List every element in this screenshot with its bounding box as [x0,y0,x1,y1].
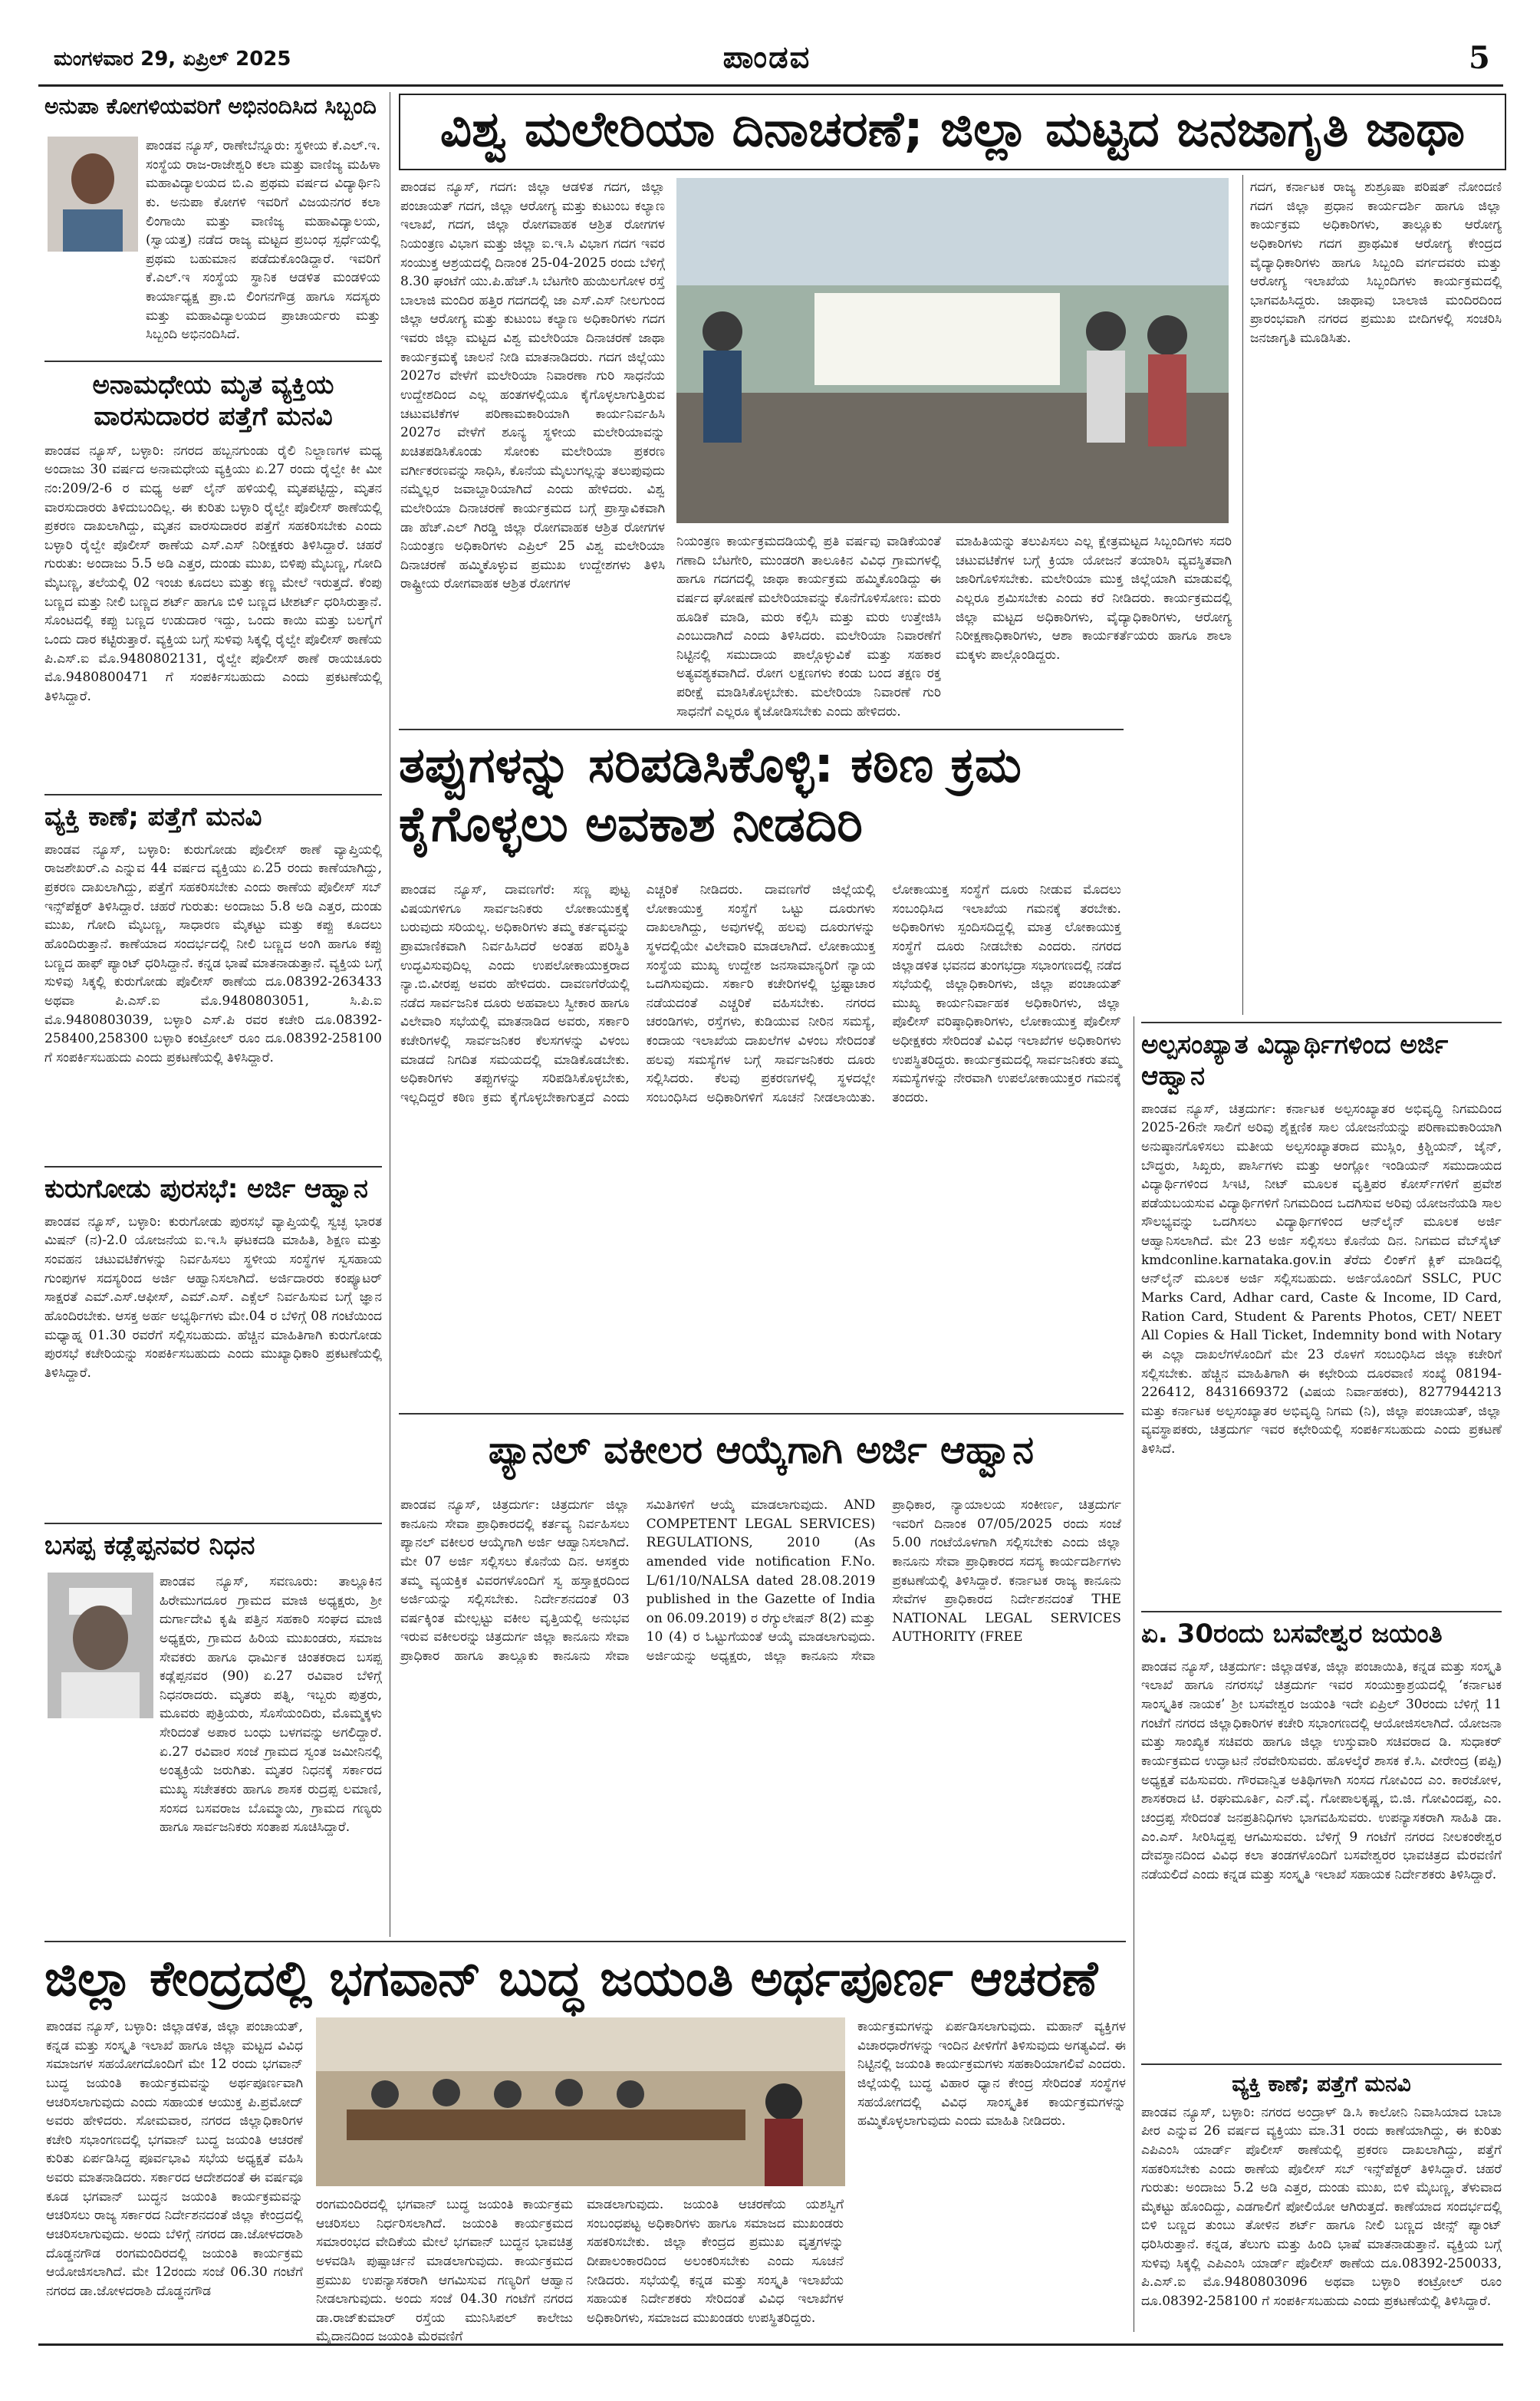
vyakti-kaane-1-headline: ವ್ಯಕ್ತಿ ಕಾಣೆ; ಪತ್ತೆಗೆ ಮನವಿ [44,802,262,832]
vyakti-kaane-2-article [1141,2063,1502,2333]
malaria-headline-box [399,94,1506,170]
issue-date: ಮಂಗಳವಾರ 29, ಏಪ್ರಿಲ್ 2025 [54,48,291,71]
panel-headline: ಪ್ಯಾನಲ್ ವಕೀಲರ ಆಯ್ಕೆಗಾಗಿ ಅರ್ಜಿ ಆಹ್ವಾನ [488,1428,1035,1472]
basappa-headline-box [44,1523,382,1570]
basappa-headline: ಬಸಪ್ಪ ಕಡ್ಲೆಪ್ಪನವರ ನಿಧನ [44,1530,255,1561]
vyakti-kaane-2-body: ಪಾಂಡವ ನ್ಯೂಸ್, ಬಳ್ಳಾರಿ: ನಗರದ ಅಂದ್ರಾಳ್ ಡಿ.ಸಿ ಕಾಲೋನಿ ನಿವಾಸಿಯಾದ ಬಾಬಾ ಪೀರ ಎನ್ನುವ 26 ವರ್ಷದ ವ್ಯಕ್ತಿಯು ಮಾ.31 ರಂದು ಕಾಣೆಯಾಗಿದ್ದು, ಈ ಕುರಿತು ಎಪಿಎಂಸಿ ಯಾರ್ಡ್ ಪೊಲೀಸ್ ಠಾಣೆಯಲ್ಲಿ ಪ್ರಕರಣ ದಾಖಲಾಗಿದ್ದು, ಪತ್ತೆಗೆ ಸಹಕರಿಸಬೇಕು ಎಂದು ಠಾಣೆಯ ಪೊಲೀಸ್ ಸಬ್ ಇನ್ಸ್‌ಪೆಕ್ಟರ್ ತಿಳಿಸಿದ್ದಾರೆ. ಚಹರೆ ಗುರುತು: ಅಂದಾಜು 5.2 ಅಡಿ ಎತ್ತರ, ದುಂಡು ಮುಖ, ಬಿಳಿ ಮೈಬಣ್ಣ, ತೆಳುವಾದ ಮೈಕಟ್ಟು ಹೊಂದಿದ್ದು, ಎಡಗಾಲಿಗೆ ಪೋಲಿಯೋ ಆಗಿರುತ್ತದೆ. ಕಾಣೆಯಾದ ಸಂದರ್ಭದಲ್ಲಿ ಬಿಳಿ ಬಣ್ಣದ ತುಂಬು ತೋಳಿನ ಶರ್ಟ್ ಹಾಗೂ ನೀಲಿ ಬಣ್ಣದ ಜೀನ್ಸ್ ಪ್ಯಾಂಟ್ ಧರಿಸಿರುತ್ತಾನೆ. ಕನ್ನಡ, ತೆಲುಗು ಮತ್ತು ಹಿಂದಿ ಭಾಷೆ ಮಾತನಾಡುತ್ತಾನೆ. ವ್ಯಕ್ತಿಯ ಬಗ್ಗೆ ಸುಳಿವು ಸಿಕ್ಕಲ್ಲಿ ಎಪಿಎಂಸಿ ಯಾರ್ಡ್ ಪೊಲೀಸ್ ಠಾಣೆಯ ದೂ.08392-250033, ಪಿ.ಎಸ್.ಐ ಮೊ.9480803096 ಅಥವಾ ಬಳ್ಳಾರಿ ಕಂಟ್ರೋಲ್ ರೂಂ ದೂ.08392-258100 ಗೆ ಸಂಪರ್ಕಿಸಬಹುದು ಎಂದು ಪ್ರಕಟಣೆಯಲ್ಲಿ ತಿಳಿಸಿದ್ದಾರೆ. [1141,2104,1502,2309]
kurugodu-body: ಪಾಂಡವ ನ್ಯೂಸ್, ಬಳ್ಳಾರಿ: ಕುರುಗೋಡು ಪುರಸಭೆ ವ್ಯಾಪ್ತಿಯಲ್ಲಿ ಸ್ವಚ್ಛ ಭಾರತ ಮಿಷನ್ (ನ)-2.0 ಯೋಜನೆಯ ಐ.ಇ.ಸಿ ಘಟಕದಡಿ ಮಾಹಿತಿ, ಶಿಕ್ಷಣ ಮತ್ತು ಸಂವಹನ ಚಟುವಟಿಕೆಗಳನ್ನು ನಿರ್ವಹಿಸಲು ಸ್ಥಳೀಯ ಸಂಸ್ಥೆಗಳ ಸ್ವಸಹಾಯ ಗುಂಪುಗಳ ಸದಸ್ಯರಿಂದ ಅರ್ಜಿ ಆಹ್ವಾನಿಸಲಾಗಿದೆ. ಅರ್ಜಿದಾರರು ಕಂಪ್ಯೂಟರ್ ಸಾಕ್ಷರತೆ ಎಮ್.ಎಸ್.ಆಫೀಸ್, ಎಮ್.ಎಸ್. ಎಕ್ಸೆಲ್ ನಿರ್ವಹಿಸುವ ಬಗ್ಗೆ ಜ್ಞಾನ ಹೊಂದಿರಬೇಕು. ಆಸಕ್ತ ಅರ್ಹ ಅಭ್ಯರ್ಥಿಗಳು ಮೇ.04 ರ ಬೆಳಿಗ್ಗೆ 08 ಗಂಟೆಯಿಂದ ಮಧ್ಯಾಹ್ನ 01.30 ರವರೆಗೆ ಸಲ್ಲಿಸಬಹುದು. ಹೆಚ್ಚಿನ ಮಾಹಿತಿಗಾಗಿ ಕುರುಗೋಡು ಪುರಸಭೆ ಕಚೇರಿಯನ್ನು ಸಂಪರ್ಕಿಸಬಹುದು ಎಂದು ಮುಖ್ಯಾಧಿಕಾರಿ ಪ್ರಕಟಣೆಯಲ್ಲಿ ತಿಳಿಸಿದ್ದಾರೆ. [44,1214,382,1381]
footer-rule [38,2343,1503,2346]
vyakti-kaane-1-body: ಪಾಂಡವ ನ್ಯೂಸ್, ಬಳ್ಳಾರಿ: ಕುರುಗೋಡು ಪೊಲೀಸ್ ಠಾಣೆ ವ್ಯಾಪ್ತಿಯಲ್ಲಿ ರಾಜಶೇಖರ್.ಎ ಎನ್ನುವ 44 ವರ್ಷದ ವ್ಯಕ್ತಿಯು ಏ.25 ರಂದು ಕಾಣೆಯಾಗಿದ್ದು, ಪ್ರಕರಣ ದಾಖಲಾಗಿದ್ದು, ಪತ್ತೆಗೆ ಸಹಕರಿಸಬೇಕು ಎಂದು ಠಾಣೆಯ ಪೊಲೀಸ್ ಸಬ್ ಇನ್ಸ್‌ಪೆಕ್ಟರ್ ತಿಳಿಸಿದ್ದಾರೆ. ಚಹರೆ ಗುರುತು: ಅಂದಾಜು 5.8 ಅಡಿ ಎತ್ತರ, ದುಂಡು ಮುಖ, ಗೋದಿ ಮೈಬಣ್ಣ, ಸಾಧಾರಣ ಮೈಕಟ್ಟು ಮತ್ತು ಕಪ್ಪು ಕೂದಲು ಹೊಂದಿರುತ್ತಾನೆ. ಕಾಣೆಯಾದ ಸಂದರ್ಭದಲ್ಲಿ ನೀಲಿ ಬಣ್ಣದ ಅಂಗಿ ಹಾಗೂ ಕಪ್ಪು ಬಣ್ಣದ ಹಾಫ್ ಪ್ಯಾಂಟ್ ಧರಿಸಿದ್ದಾನೆ. ಕನ್ನಡ ಭಾಷೆ ಮಾತನಾಡುತ್ತಾನೆ. ವ್ಯಕ್ತಿಯ ಬಗ್ಗೆ ಸುಳಿವು ಸಿಕ್ಕಲ್ಲಿ ಕುರುಗೋಡು ಪೊಲೀಸ್ ಠಾಣೆಯ ದೂ.08392-263433 ಅಥವಾ ಪಿ.ಎಸ್.ಐ ಮೊ.9480803051, ಸಿ.ಪಿ.ಐ ಮೊ.9480803039, ಬಳ್ಳಾರಿ ಎಸ್.ಪಿ ರವರ ಕಚೇರಿ ದೂ.08392-258400,258300 ಬಳ್ಳಾರಿ ಕಂಟ್ರೋಲ್ ರೂಂ ದೂ.08392-258100 ಗೆ ಸಂಪರ್ಕಿಸಬಹುದು ಎಂದು ಪ್ರಕಟಣೆಯಲ್ಲಿ ತಿಳಿಸಿದ್ದಾರೆ. [44,842,382,1065]
anupama-photo [48,137,138,252]
anupama-headline: ಅನುಪಾ ಕೋಗಳಿಯವರಿಗೆ ಅಭಿನಂದಿಸಿದ ಸಿಬ್ಬಂದಿ [44,94,377,119]
buddha-body-right: ಮಾಡಲಾಗುವುದು. ಜಯಂತಿ ಆಚರಣೆಯ ಯಶಸ್ವಿಗೆ ಸಂಬಂಧಪಟ್ಟ ಅಧಿಕಾರಿಗಳು ಹಾಗೂ ಸಮಾಜದ ಮುಖಂಡರು ಸಹಕರಿಸಬೇಕು. ಜಿಲ್ಲಾ ಕೇಂದ್ರದ ಪ್ರಮುಖ ವೃತ್ತಗಳನ್ನು ದೀಪಾಲಂಕಾರದಿಂದ ಅಲಂಕರಿಸಬೇಕು ಎಂದು ಸೂಚನೆ ನೀಡಿದರು. ಸಭೆಯಲ್ಲಿ ಕನ್ನಡ ಮತ್ತು ಸಂಸ್ಕೃತಿ ಇಲಾಖೆಯ ಸಹಾಯಕ ನಿರ್ದೇಶಕರು ಸೇರಿದಂತೆ ವಿವಿಧ ಇಲಾಖೆಗಳ ಅಧಿಕಾರಿಗಳು, ಸಮಾಜದ ಮುಖಂಡರು ಉಪಸ್ಥಿತರಿದ್ದರು. [587,2197,844,2326]
anupama-body: ಪಾಂಡವ ನ್ಯೂಸ್, ರಾಣೇಬೆನ್ನೂರು: ಸ್ಥಳೀಯ ಕೆ.ಎಲ್.ಇ. ಸಂಸ್ಥೆಯ ರಾಜ-ರಾಜೇಶ್ವರಿ ಕಲಾ ಮತ್ತು ವಾಣಿಜ್ಯ ಮಹಿಳಾ ಮಹಾವಿದ್ಯಾಲಯದ ಬಿ.ಎ ಪ್ರಥಮ ವರ್ಷದ ವಿದ್ಯಾರ್ಥಿನಿ ಕು. ಅನುಪಾ ಕೋಗಳಿ ಇವರಿಗೆ ವಿಜಯನಗರ ಕಲಾ ಲಿಂಗಾಯಿ ಮತ್ತು ವಾಣಿಜ್ಯ ಮಹಾವಿದ್ಯಾಲಯ, (ಸ್ವಾಯತ್ತ) ನಡೆದ ರಾಜ್ಯ ಮಟ್ಟದ ಪ್ರಬಂಧ ಸ್ಪರ್ಧೆಯಲ್ಲಿ ಪ್ರಥಮ ಬಹುಮಾನ ಪಡೆದುಕೊಂಡಿದ್ದಾರೆ. ಇವರಿಗೆ ಕೆ.ಎಲ್.ಇ ಸಂಸ್ಥೆಯ ಸ್ಥಾನಿಕ ಆಡಳಿತ ಮಂಡಳಿಯ ಕಾರ್ಯಾಧ್ಯಕ್ಷ ಪ್ರಾ.ಬಿ ಲಿಂಗನಗೌಡ್ರ ಹಾಗೂ ಸದಸ್ಯರು ಮತ್ತು ಮಹಾವಿದ್ಯಾಲಯದ ಪ್ರಾಚಾರ್ಯರು ಮತ್ತು ಸಿಬ್ಬಂದಿ ಅಭಿನಂದಿಸಿದೆ. [146,138,380,343]
basaveshwara-headline: ಏ. 30ರಂದು ಬಸವೇಶ್ವರ ಜಯಂತಿ [1141,1619,1443,1649]
panel-headline-box [399,1413,1124,1491]
tappugalu-headline: ತಪ್ಪುಗಳನ್ನು ಸರಿಪಡಿಸಿಕೊಳ್ಳಿ: ಕಠಿಣ ಕ್ರಮ ಕೈಗೊಳ್ಳಲು ಅವಕಾಶ ನೀಡದಿರಿ [399,737,1022,853]
malaria-body-right: ಮಾಹಿತಿಯನ್ನು ತಲುಪಿಸಲು ಎಲ್ಲ ಕ್ಷೇತ್ರಮಟ್ಟದ ಸಿಬ್ಬಂದಿಗಳು ಸದರಿ ಚಟುವಟಿಕೆಗಳ ಬಗ್ಗೆ ಕ್ರಿಯಾ ಯೋಜನೆ ತಯಾರಿಸಿ ವ್ಯವಸ್ಥಿತವಾಗಿ ಜಾರಿಗೊಳಿಸಬೇಕು. ಮಲೇರಿಯಾ ಮುಕ್ತ ಜಿಲ್ಲೆಯಾಗಿ ಮಾಡುವಲ್ಲಿ ಎಲ್ಲರೂ ಶ್ರಮಿಸಬೇಕು ಎಂದು ಕರೆ ನೀಡಿದರು. ಕಾರ್ಯಕ್ರಮದಲ್ಲಿ ಜಿಲ್ಲಾ ಮಟ್ಟದ ಅಧಿಕಾರಿಗಳು, ವೈದ್ಯಾಧಿಕಾರಿಗಳು, ಆರೋಗ್ಯ ನಿರೀಕ್ಷಣಾಧಿಕಾರಿಗಳು, ಆಶಾ ಕಾರ್ಯಕರ್ತೆಯರು ಹಾಗೂ ಶಾಲಾ ಮಕ್ಕಳು ಪಾಲ್ಗೊಂಡಿದ್ದರು. [956,534,1232,663]
buddha-body-far: ಕಾರ್ಯಕ್ರಮಗಳನ್ನು ಏರ್ಪಡಿಸಲಾಗುವುದು. ಮಹಾನ್ ವ್ಯಕ್ತಿಗಳ ವಿಚಾರಧಾರೆಗಳನ್ನು ಇಂದಿನ ಪೀಳಿಗೆಗೆ ತಿಳಿಸುವುದು ಅಗತ್ಯವಿದೆ. ಈ ನಿಟ್ಟಿನಲ್ಲಿ ಜಯಂತಿ ಕಾರ್ಯಕ್ರಮಗಳು ಸಹಕಾರಿಯಾಗಲಿವೆ ಎಂದರು. ಜಿಲ್ಲೆಯಲ್ಲಿ ಬುದ್ಧ ವಿಹಾರ ಧ್ಯಾನ ಕೇಂದ್ರ ಸೇರಿದಂತೆ ಸಂಸ್ಥೆಗಳ ಸಹಯೋಗದಲ್ಲಿ ವಿವಿಧ ಸಾಂಸ್ಕೃತಿಕ ಕಾರ್ಯಕ್ರಮಗಳನ್ನು ಹಮ್ಮಿಕೊಳ್ಳಲಾಗುವುದು ಎಂದು ಮಾಹಿತಿ ನೀಡಿದರು. [857,2019,1126,2129]
malaria-col-1 [400,178,665,719]
vyakti-kaane-2-headline: ವ್ಯಕ್ತಿ ಕಾಣೆ; ಪತ್ತೆಗೆ ಮನವಿ [1232,2071,1411,2096]
anamadheya-headline: ಅನಾಮಧೇಯ ಮೃತ ವ್ಯಕ್ತಿಯ ವಾರಸುದಾರರ ಪತ್ತೆಗೆ ಮನವಿ [92,370,334,432]
malaria-body-mid: ನಿಯಂತ್ರಣ ಕಾರ್ಯಕ್ರಮದಡಿಯಲ್ಲಿ ಪ್ರತಿ ವರ್ಷವು ವಾಡಿಕೆಯಂತೆ ಗಣಾದಿ ಬೆಟಗೇರಿ, ಮುಂಡರಗಿ ತಾಲೂಕಿನ ವಿವಿಧ ಗ್ರಾಮಗಳಲ್ಲಿ ಹಾಗೂ ಗದಗದಲ್ಲಿ ಜಾಥಾ ಕಾರ್ಯಕ್ರಮ ಹಮ್ಮಿಕೊಂಡಿದ್ದು ಈ ವರ್ಷದ ಘೋಷಣೆ ಮಲೇರಿಯಾವನ್ನು ಕೊನೆಗೊಳಿಸೋಣ: ಮರು ಹೂಡಿಕೆ ಮಾಡಿ, ಮರು ಕಲ್ಪಿಸಿ ಮತ್ತು ಮರು ಉತ್ತೇಜಿಸಿ ಎಂಬುದಾಗಿದೆ ಎಂದು ತಿಳಿಸಿದರು. ಮಲೇರಿಯಾ ನಿವಾರಣೆಗೆ ನಿಟ್ಟಿನಲ್ಲಿ ಸಮುದಾಯ ಪಾಲ್ಗೊಳ್ಳುವಿಕೆ ಮತ್ತು ಸಹಕಾರ ಅತ್ಯವಶ್ಯಕವಾಗಿದೆ. ರೋಗ ಲಕ್ಷಣಗಳು ಕಂಡು ಬಂದ ತಕ್ಷಣ ರಕ್ತ ಪರೀಕ್ಷೆ ಮಾಡಿಸಿಕೊಳ್ಳಬೇಕು. ಮಲೇರಿಯಾ ನಿವಾರಣೆ ಗುರಿ ಸಾಧನೆಗೆ ಎಲ್ಲರೂ ಕೈಜೋಡಿಸಬೇಕು ಎಂದು ಹೇಳಿದರು. [676,534,941,720]
buddha-col-2 [316,2195,573,2345]
alpasankhyata-article [1141,1022,1502,1606]
buddha-headline: ಜಿಲ್ಲಾ ಕೇಂದ್ರದಲ್ಲಿ ಭಗವಾನ್ ಬುದ್ಧ ಜಯಂತಿ ಅರ್ಥಪೂರ್ಣ ಆಚರಣೆ [44,1951,1098,2007]
basaveshwara-article [1141,1611,1502,2057]
malaria-col-4 [1250,178,1502,1006]
buddha-headline-box [44,1941,1126,2011]
basappa-body: ಪಾಂಡವ ನ್ಯೂಸ್, ಸವಣೂರು: ತಾಲ್ಲೂಕಿನ ಹಿರೇಮುಗದೂರ ಗ್ರಾಮದ ಮಾಜಿ ಅಧ್ಯಕ್ಷರು, ಶ್ರೀ ದುರ್ಗಾದೇವಿ ಕೃಷಿ ಪತ್ತಿನ ಸಹಕಾರಿ ಸಂಘದ ಮಾಜಿ ಅಧ್ಯಕ್ಷರು, ಗ್ರಾಮದ ಹಿರಿಯ ಮುಖಂಡರು, ಸಮಾಜ ಸೇವಕರು ಹಾಗೂ ಧಾರ್ಮಿಕ ಚಿಂತಕರಾದ ಬಸಪ್ಪ ಕಡ್ಲೆಪ್ಪನವರ (90) ಏ.27 ರವಿವಾರ ಬೆಳಿಗ್ಗೆ ನಿಧನರಾದರು. ಮೃತರು ಪತ್ನಿ, ಇಬ್ಬರು ಪುತ್ರರು, ಮೂವರು ಪುತ್ರಿಯರು, ಸೊಸೆಯಂದಿರು, ಮೊಮ್ಮಕ್ಕಳು ಸೇರಿದಂತೆ ಅಪಾರ ಬಂಧು ಬಳಗವನ್ನು ಅಗಲಿದ್ದಾರೆ. ಏ.27 ರವಿವಾರ ಸಂಜೆ ಗ್ರಾಮದ ಸ್ವಂತ ಜಮೀನಿನಲ್ಲಿ ಅಂತ್ಯಕ್ರಿಯೆ ಜರುಗಿತು. ಮೃತರ ನಿಧನಕ್ಕೆ ಸರ್ಕಾರದ ಮುಖ್ಯ ಸಚೇತಕರು ಹಾಗೂ ಶಾಸಕ ರುದ್ರಪ್ಪ ಲಮಾಣಿ, ಸಂಸದ ಬಸವರಾಜ ಬೊಮ್ಮಾಯಿ, ಗ್ರಾಮದ ಗಣ್ಯರು ಹಾಗೂ ಸಾರ್ವಜನಿಕರು ಸಂತಾಪ ಸೂಚಿಸಿದ್ದಾರೆ. [160,1574,382,1836]
anamadheya-body: ಪಾಂಡವ ನ್ಯೂಸ್, ಬಳ್ಳಾರಿ: ನಗರದ ಹಬ್ಬನಗುಂಡು ರೈಲಿ ನಿಲ್ದಾಣಗಳ ಮಧ್ಯ ಅಂದಾಜು 30 ವರ್ಷದ ಅನಾಮಧೇಯ ವ್ಯಕ್ತಿಯು ಏ.27 ರಂದು ರೈಲ್ವೇ ಕೀ ಮೀ ನಂ:209/2-6 ರ ಮಧ್ಯ ಅಪ್ ಲೈನ್ ಹಳಿಯಲ್ಲಿ ಮೃತಪಟ್ಟಿದ್ದು, ಮೃತನ ವಾರಸುದಾರರು ತಿಳಿದುಬಂದಿಲ್ಲ. ಈ ಕುರಿತು ಬಳ್ಳಾರಿ ರೈಲ್ವೇ ಪೊಲೀಸ್ ಠಾಣೆಯಲ್ಲಿ ಪ್ರಕರಣ ದಾಖಲಾಗಿದ್ದು, ಮೃತನ ವಾರಸುದಾರರ ಪತ್ತೆಗೆ ಸಹಕರಿಸಬೇಕು ಎಂದು ಬಳ್ಳಾರಿ ರೈಲ್ವೇ ಪೊಲೀಸ್ ಠಾಣೆಯ ಎಸ್.ಎಸ್ ನಿರೀಕ್ಷಕರು ತಿಳಿಸಿದ್ದಾರೆ. ಚಹರೆ ಗುರುತು: ಅಂದಾಜು 5.5 ಅಡಿ ಎತ್ತರ, ದುಂಡು ಮುಖ, ಬಿಳಿಪು ಮೈಬಣ್ಣ, ಗೋದಿ ಮೈಬಣ್ಣ, ತಲೆಯಲ್ಲಿ 02 ಇಂಚು ಕೂದಲು ಮತ್ತು ಕಣ್ಣ ಮೇಲೆ ಇರುತ್ತದೆ. ಕೆಂಪು ಬಣ್ಣದ ಮತ್ತು ನೀಲಿ ಬಣ್ಣದ ಶರ್ಟ್ ಹಾಗೂ ಬಿಳಿ ಬಣ್ಣದ ಟೀಶರ್ಟ್ ಧರಿಸಿರುತ್ತಾನೆ. ಸೊಂಟದಲ್ಲಿ ಕಪ್ಪು ಬಣ್ಣದ ಉಡುದಾರ ಇದ್ದು, ಒಂದು ಕಾಯಿ ಮತ್ತು ಬಲಗೈಗೆ ಒಂದು ದಾರ ಕಟ್ಟಿರುತ್ತಾರೆ. ವ್ಯಕ್ತಿಯ ಬಗ್ಗೆ ಸುಳಿವು ಸಿಕ್ಕಲ್ಲಿ ರೈಲ್ವೇ ಪೊಲೀಸ್ ಠಾಣೆಯ ಪಿ.ಎಸ್.ಐ ಮೊ.9480802131, ರೈಲ್ವೇ ಪೊಲೀಸ್ ಠಾಣೆ ರಾಯಚೂರು ಮೊ.9480800471 ಗೆ ಸಂಪರ್ಕಿಸಬಹುದು ಎಂದು ಪ್ರಕಟಣೆಯಲ್ಲಿ ತಿಳಿಸಿದ್ದಾರೆ. [44,443,382,704]
tappugalu-body: ಪಾಂಡವ ನ್ಯೂಸ್, ದಾವಣಗೆರೆ: ಸಣ್ಣ ಪುಟ್ಟ ವಿಷಯಗಳಿಗೂ ಸಾರ್ವಜನಿಕರು ಲೋಕಾಯುಕ್ತಕ್ಕೆ ಬರುವುದು ಸರಿಯಲ್ಲ. ಅಧಿಕಾರಿಗಳು ತಮ್ಮ ಕರ್ತವ್ಯವನ್ನು ಪ್ರಾಮಾಣಿಕವಾಗಿ ನಿರ್ವಹಿಸಿದರೆ ಅಂತಹ ಪರಿಸ್ಥಿತಿ ಉದ್ಭವಿಸುವುದಿಲ್ಲ ಎಂದು ಉಪಲೋಕಾಯುಕ್ತರಾದ ನ್ಯಾ.ಬಿ.ವೀರಪ್ಪ ಅವರು ಹೇಳಿದರು. ದಾವಣಗೆರೆಯಲ್ಲಿ ನಡೆದ ಸಾರ್ವಜನಿಕ ದೂರು ಅಹವಾಲು ಸ್ವೀಕಾರ ಹಾಗೂ ವಿಲೇವಾರಿ ಸಭೆಯಲ್ಲಿ ಮಾತನಾಡಿದ ಅವರು, ಸರ್ಕಾರಿ ಕಚೇರಿಗಳಲ್ಲಿ ಸಾರ್ವಜನಿಕರ ಕೆಲಸಗಳನ್ನು ವಿಳಂಬ ಮಾಡದೆ ನಿಗದಿತ ಸಮಯದಲ್ಲಿ ಮಾಡಿಕೊಡಬೇಕು. ಅಧಿಕಾರಿಗಳು ತಪ್ಪುಗಳನ್ನು ಸರಿಪಡಿಸಿಕೊಳ್ಳಬೇಕು, ಇಲ್ಲದಿದ್ದರೆ ಕಠಿಣ ಕ್ರಮ ಕೈಗೊಳ್ಳಬೇಕಾಗುತ್ತದೆ ಎಂದು ಎಚ್ಚರಿಕೆ ನೀಡಿದರು. ದಾವಣಗೆರೆ ಜಿಲ್ಲೆಯಲ್ಲಿ ಲೋಕಾಯುಕ್ತ ಸಂಸ್ಥೆಗೆ ಒಟ್ಟು ದೂರುಗಳು ದಾಖಲಾಗಿದ್ದು, ಅವುಗಳಲ್ಲಿ ಹಲವು ದೂರುಗಳನ್ನು ಸ್ಥಳದಲ್ಲಿಯೇ ವಿಲೇವಾರಿ ಮಾಡಲಾಗಿದೆ. ಲೋಕಾಯುಕ್ತ ಸಂಸ್ಥೆಯ ಮುಖ್ಯ ಉದ್ದೇಶ ಜನಸಾಮಾನ್ಯರಿಗೆ ನ್ಯಾಯ ಒದಗಿಸುವುದು. ಸರ್ಕಾರಿ ಕಚೇರಿಗಳಲ್ಲಿ ಭ್ರಷ್ಟಾಚಾರ ನಡೆಯದಂತೆ ಎಚ್ಚರಿಕೆ ವಹಿಸಬೇಕು. ನಗರದ ಚರಂಡಿಗಳು, ರಸ್ತೆಗಳು, ಕುಡಿಯುವ ನೀರಿನ ಸಮಸ್ಯೆ, ಕಂದಾಯ ಇಲಾಖೆಯ ದಾಖಲೆಗಳ ವಿಳಂಬ ಸೇರಿದಂತೆ ಹಲವು ಸಮಸ್ಯೆಗಳ ಬಗ್ಗೆ ಸಾರ್ವಜನಿಕರು ದೂರು ಸಲ್ಲಿಸಿದರು. ಕೆಲವು ಪ್ರಕರಣಗಳಲ್ಲಿ ಸ್ಥಳದಲ್ಲೇ ಸಂಬಂಧಿಸಿದ ಅಧಿಕಾರಿಗಳಿಗೆ ಸೂಚನೆ ನೀಡಲಾಯಿತು. ಲೋಕಾಯುಕ್ತ ಸಂಸ್ಥೆಗೆ ದೂರು ನೀಡುವ ಮೊದಲು ಸಂಬಂಧಿಸಿದ ಇಲಾಖೆಯ ಗಮನಕ್ಕೆ ತರಬೇಕು. ಅಧಿಕಾರಿಗಳು ಸ್ಪಂದಿಸದಿದ್ದಲ್ಲಿ ಮಾತ್ರ ಲೋಕಾಯುಕ್ತ ಸಂಸ್ಥೆಗೆ ದೂರು ನೀಡಬೇಕು ಎಂದರು. ನಗರದ ಜಿಲ್ಲಾಡಳಿತ ಭವನದ ತುಂಗಭದ್ರಾ ಸಭಾಂಗಣದಲ್ಲಿ ನಡೆದ ಸಭೆಯಲ್ಲಿ ಜಿಲ್ಲಾಧಿಕಾರಿಗಳು, ಜಿಲ್ಲಾ ಪಂಚಾಯತ್ ಮುಖ್ಯ ಕಾರ್ಯನಿರ್ವಾಹಕ ಅಧಿಕಾರಿಗಳು, ಜಿಲ್ಲಾ ಪೊಲೀಸ್ ವರಿಷ್ಠಾಧಿಕಾರಿಗಳು, ಲೋಕಾಯುಕ್ತ ಪೊಲೀಸ್ ಅಧೀಕ್ಷಕರು ಸೇರಿದಂತೆ ವಿವಿಧ ಇಲಾಖೆಗಳ ಅಧಿಕಾರಿಗಳು ಉಪಸ್ಥಿತರಿದ್ದರು. ಕಾರ್ಯಕ್ರಮದಲ್ಲಿ ಸಾರ್ವಜನಿಕರು ತಮ್ಮ ಸಮಸ್ಯೆಗಳನ್ನು ನೇರವಾಗಿ ಉಪಲೋಕಾಯುಕ್ತರ ಗಮನಕ್ಕೆ ತಂದರು. [400,882,1121,1106]
malaria-right-rule [1242,175,1243,1015]
malaria-rally-photo [676,178,1229,523]
anamadheya-article [44,361,382,853]
buddha-body-mid: ರಂಗಮಂದಿರದಲ್ಲಿ ಭಗವಾನ್ ಬುದ್ಧ ಜಯಂತಿ ಕಾರ್ಯಕ್ರಮ ಆಚರಿಸಲು ನಿರ್ಧರಿಸಲಾಗಿದೆ. ಜಯಂತಿ ಕಾರ್ಯಕ್ರಮದ ಸಮಾರಂಭದ ವೇದಿಕೆಯ ಮೇಲೆ ಭಗವಾನ್ ಬುದ್ಧನ ಭಾವಚಿತ್ರ ಅಳವಡಿಸಿ ಪುಷ್ಪಾರ್ಚನೆ ಮಾಡಲಾಗುವುದು. ಕಾರ್ಯಕ್ರಮದ ಪ್ರಮುಖ ಉಪನ್ಯಾಸಕರಾಗಿ ಆಗಮಿಸುವ ಗಣ್ಯರಿಗೆ ಆಹ್ವಾನ ನೀಡಲಾಗುವುದು. ಅಂದು ಸಂಜೆ 04.30 ಗಂಟೆಗೆ ನಗರದ ಡಾ.ರಾಜ್‌ಕುಮಾರ್ ರಸ್ತೆಯ ಮುನಿಸಿಪಲ್ ಕಾಲೇಜು ಮೈದಾನದಿಂದ ಜಯಂತಿ ಮೆರವಣಿಗೆ [316,2197,573,2345]
alpasankhyata-headline: ಅಲ್ಪಸಂಖ್ಯಾತ ವಿದ್ಯಾರ್ಥಿಗಳಿಂದ ಅರ್ಜಿ ಆಹ್ವಾನ [1141,1029,1449,1092]
panel-body-box [400,1496,1121,1887]
buddha-col-1 [46,2017,303,2332]
malaria-headline: ವಿಶ್ವ ಮಲೇರಿಯಾ ದಿನಾಚರಣೆ; ಜಿಲ್ಲಾ ಮಟ್ಟದ ಜನಜಾಗೃತಿ ಜಾಥಾ [439,101,1466,158]
anupama-body-top [146,137,380,343]
kurugodu-article [44,1166,382,1520]
buddha-meeting-photo [316,2017,845,2186]
alpasankhyata-body: ಪಾಂಡವ ನ್ಯೂಸ್, ಚಿತ್ರದುರ್ಗ: ಕರ್ನಾಟಕ ಅಲ್ಪಸಂಖ್ಯಾತರ ಅಭಿವೃದ್ಧಿ ನಿಗಮದಿಂದ 2025-26ನೇ ಸಾಲಿಗೆ ಅರಿವು ಶೈಕ್ಷಣಿಕ ಸಾಲ ಯೋಜನೆಯನ್ನು ಪರಿಣಾಮಕಾರಿಯಾಗಿ ಅನುಷ್ಠಾನಗೊಳಿಸಲು ಮತೀಯ ಅಲ್ಪಸಂಖ್ಯಾತರಾದ ಮುಸ್ಲಿಂ, ಕ್ರಿಶ್ಚಿಯನ್, ಜೈನ್, ಬೌದ್ಧರು, ಸಿಖ್ಖರು, ಪಾರ್ಸಿಗಳು ಮತ್ತು ಆಂಗ್ಲೋ ಇಂಡಿಯನ್ ಸಮುದಾಯದ ವಿದ್ಯಾರ್ಥಿಗಳಿಂದ ಸಿಇಟಿ, ನೀಟ್ ಮೂಲಕ ವೃತ್ತಿಪರ ಕೋರ್ಸ್‌ಗಳಿಗೆ ಪ್ರವೇಶ ಪಡೆಯಬಯಸುವ ವಿದ್ಯಾರ್ಥಿಗಳಿಗೆ ನಿಗಮದಿಂದ ಒದಗಿಸುವ ಅರಿವು ಯೋಜನೆಯಡಿ ಸಾಲ ಸೌಲಭ್ಯವನ್ನು ಒದಗಿಸಲು ವಿದ್ಯಾರ್ಥಿಗಳಿಂದ ಆನ್‌ಲೈನ್ ಮೂಲಕ ಅರ್ಜಿ ಆಹ್ವಾನಿಸಲಾಗಿದೆ. ಮೇ 23 ಅರ್ಜಿ ಸಲ್ಲಿಸಲು ಕೊನೆಯ ದಿನ. ನಿಗಮದ ವೆಬ್‌ಸೈಟ್ kmdconline.karnataka.gov.in ತೆರೆದು ಲಿಂಕ್‌ಗೆ ಕ್ಲಿಕ್ ಮಾಡಿದಲ್ಲಿ ಆನ್‌ಲೈನ್ ಮೂಲಕ ಅರ್ಜಿ ಸಲ್ಲಿಸಬಹುದು. ಅರ್ಜಿಯೊಂದಿಗೆ SSLC, PUC Marks Card, Adhar card, Caste & Income, ID Card, Ration Card, Student & Parents Photos, CET/ NEET All Copies & Hall Ticket, Indemnity bond with Notary ಈ ಎಲ್ಲಾ ದಾಖಲೆಗಳೊಂದಿಗೆ ಮೇ 23 ರೊಳಗೆ ಸಂಬಂಧಿಸಿದ ಜಿಲ್ಲಾ ಕಚೇರಿಗೆ ಸಲ್ಲಿಸಬೇಕು. ಹೆಚ್ಚಿನ ಮಾಹಿತಿಗಾಗಿ ಈ ಕಛೇರಿಯ ದೂರವಾಣಿ ಸಂಖ್ಯೆ 08194-226412, 8431669372 (ವಿಷಯ ನಿರ್ವಾಹಕರು), 8277944213 ಮತ್ತು ಕರ್ನಾಟಕ ಅಲ್ಪಸಂಖ್ಯಾತರ ಅಭಿವೃದ್ಧಿ ನಿಗಮ (ನಿ), ಜಿಲ್ಲಾ ಪಂಚಾಯತ್, ಜಿಲ್ಲಾ ವ್ಯವಸ್ಥಾಪಕರು, ಚಿತ್ರದುರ್ಗ ಇವರ ಕಛೇರಿಯಲ್ಲಿ ಸಂಪರ್ಕಿಸಬಹುದು ಎಂದು ಪ್ರಕಟಣೆ ತಿಳಿಸಿದೆ. [1141,1101,1502,1457]
basappa-photo [48,1573,153,1718]
masthead-title: ಪಾಂಡವ [722,40,811,75]
tappugalu-headline-box [399,729,1124,872]
malaria-body-left: ಪಾಂಡವ ನ್ಯೂಸ್, ಗದಗ: ಜಿಲ್ಲಾ ಆಡಳಿತ ಗದಗ, ಜಿಲ್ಲಾ ಪಂಚಾಯತ್ ಗದಗ, ಜಿಲ್ಲಾ ಆರೋಗ್ಯ ಮತ್ತು ಕುಟುಂಬ ಕಲ್ಯಾಣ ಇಲಾಖೆ, ಗದಗ, ಜಿಲ್ಲಾ ರೋಗವಾಹಕ ಆಶ್ರಿತ ರೋಗಗಳ ನಿಯಂತ್ರಣ ವಿಭಾಗ ಮತ್ತು ಜಿಲ್ಲಾ ಐ.ಇ.ಸಿ ವಿಭಾಗ ಗದಗ ಇವರ ಸಂಯುಕ್ತ ಆಶ್ರಯದಲ್ಲಿ ದಿನಾಂಕ 25-04-2025 ರಂದು ಬೆಳಿಗ್ಗೆ 8.30 ಘಂಟೆಗೆ ಯು.ಪಿ.ಹೆಚ್.ಸಿ ಬೆಟಗೇರಿ ಹುಯಿಲಗೋಳ ರಸ್ತೆ ಬಾಲಾಜಿ ಮಂದಿರ ಹತ್ತಿರ ಗದಗದಲ್ಲಿ ಜಾ ಎಸ್.ಎಸ್ ನೀಲಗುಂದ ಜಿಲ್ಲಾ ಆರೋಗ್ಯ ಮತ್ತು ಕುಟುಂಬ ಕಲ್ಯಾಣ ಅಧಿಕಾರಿಗಳು ಗದಗ ಇವರು ಜಿಲ್ಲಾ ಮಟ್ಟದ ವಿಶ್ವ ಮಲೇರಿಯಾ ದಿನಾಚರಣೆ ಜಾಥಾ ಕಾರ್ಯಕ್ರಮಕ್ಕೆ ಚಾಲನೆ ನೀಡಿ ಮಾತನಾಡಿದರು. ಗದಗ ಜಿಲ್ಲೆಯು 2027ರ ವೇಳೆಗೆ ಮಲೇರಿಯಾ ನಿವಾರಣಾ ಗುರಿ ಸಾಧನೆಯ ಉದ್ದೇಶದಿಂದ ಎಲ್ಲ ಹಂತಗಳಲ್ಲಿಯೂ ಕೈಗೊಳ್ಳಲಾಗುತ್ತಿರುವ ಚಟುವಟಿಕೆಗಳ ಪರಿಣಾಮಕಾರಿಯಾಗಿ ಕಾರ್ಯನಿರ್ವಹಿಸಿ 2027ರ ವೇಳೆಗೆ ಶೂನ್ಯ ಸ್ಥಳೀಯ ಮಲೇರಿಯಾವನ್ನು ಖಚಿತಪಡಿಸಿಕೊಂಡು ಸೋಂಕು ಮಲೇರಿಯಾ ಪ್ರಕರಣ ವರ್ಗೀಕರಣವನ್ನು ಸಾಧಿಸಿ, ಕೊನೆಯ ಮೈಲುಗಲ್ಲನ್ನು ತಲುಪುವುದು ನಮ್ಮೆಲ್ಲರ ಜವಾಬ್ದಾರಿಯಾಗಿದೆ ಎಂದು ಹೇಳಿದರು. ವಿಶ್ವ ಮಲೇರಿಯಾ ದಿನಾಚರಣೆ ಕಾರ್ಯಕ್ರಮದ ಬಗ್ಗೆ ಪ್ರಾಸ್ತಾವಿಕವಾಗಿ ಡಾ ಹೆಚ್.ಎಲ್ ಗಿರಡ್ಡಿ ಜಿಲ್ಲಾ ರೋಗವಾಹಕ ಆಶ್ರಿತ ರೋಗಗಳ ನಿಯಂತ್ರಣ ಅಧಿಕಾರಿಗಳು ಎಪ್ರಿಲ್ 25 ವಿಶ್ವ ಮಲೇರಿಯಾ ದಿನಾಚರಣೆ ಹಮ್ಮಿಕೊಳ್ಳುವ ಪ್ರಮುಖ ಉದ್ದೇಶಗಳು ತಿಳಿಸಿ ರಾಷ್ಟ್ರೀಯ ರೋಗವಾಹಕ ಆಶ್ರಿತ ರೋಗಗಳ [400,179,665,592]
vyakti-kaane-1-article [44,794,382,1164]
basaveshwara-body: ಪಾಂಡವ ನ್ಯೂಸ್, ಚಿತ್ರದುರ್ಗ: ಜಿಲ್ಲಾಡಳಿತ, ಜಿಲ್ಲಾ ಪಂಚಾಯಿತಿ, ಕನ್ನಡ ಮತ್ತು ಸಂಸ್ಕೃತಿ ಇಲಾಖೆ ಹಾಗೂ ನಗರಸಭೆ ಚಿತ್ರದುರ್ಗ ಇವರ ಸಂಯುಕ್ತಾಶ್ರಯದಲ್ಲಿ ‘ಕರ್ನಾಟಕ ಸಾಂಸ್ಕೃತಿಕ ನಾಯಕ’ ಶ್ರೀ ಬಸವೇಶ್ವರ ಜಯಂತಿ ಇದೇ ಏಪ್ರಿಲ್ 30ರಂದು ಬೆಳಿಗ್ಗೆ 11 ಗಂಟೆಗೆ ನಗರದ ಜಿಲ್ಲಾಧಿಕಾರಿಗಳ ಕಚೇರಿ ಸಭಾಂಗಣದಲ್ಲಿ ಆಯೋಜಿಸಲಾಗಿದೆ. ಯೋಜನಾ ಮತ್ತು ಸಾಂಖ್ಯಿಕ ಸಚಿವರು ಹಾಗೂ ಜಿಲ್ಲಾ ಉಸ್ತುವಾರಿ ಸಚಿವರಾದ ಡಿ. ಸುಧಾಕರ್ ಕಾರ್ಯಕ್ರಮದ ಉದ್ಘಾಟನೆ ನೆರವೇರಿಸುವರು. ಹೊಳಲ್ಕೆರೆ ಶಾಸಕ ಕೆ.ಸಿ. ವೀರೇಂದ್ರ (ಪಪ್ಪಿ) ಅಧ್ಯಕ್ಷತೆ ವಹಿಸುವರು. ಗೌರವಾನ್ವಿತ ಅತಿಥಿಗಳಾಗಿ ಸಂಸದ ಗೋವಿಂದ ಎಂ. ಕಾರಜೋಳ, ಶಾಸಕರಾದ ಟಿ. ರಘುಮೂರ್ತಿ, ಎನ್.ವೈ. ಗೋಪಾಲಕೃಷ್ಣ, ಬಿ.ಜಿ. ಗೋವಿಂದಪ್ಪ, ಎಂ. ಚಂದ್ರಪ್ಪ ಸೇರಿದಂತೆ ಜನಪ್ರತಿನಿಧಿಗಳು ಭಾಗವಹಿಸುವರು. ಉಪನ್ಯಾಸಕರಾಗಿ ಸಾಹಿತಿ ಡಾ. ಎಂ.ಎಸ್. ಸೀರಿಸಿದ್ದಪ್ಪ ಆಗಮಿಸುವರು. ಬೆಳಿಗ್ಗೆ 9 ಗಂಟೆಗೆ ನಗರದ ನೀಲಕಂಠೇಶ್ವರ ದೇವಸ್ಥಾನದಿಂದ ವಿವಿಧ ಕಲಾ ತಂಡಗಳೊಂದಿಗೆ ಬಸವೇಶ್ವರರ ಭಾವಚಿತ್ರದ ಮೆರವಣಿಗೆ ನಡೆಯಲಿದೆ ಎಂದು ಕನ್ನಡ ಮತ್ತು ಸಂಸ್ಕೃತಿ ಇಲಾಖೆ ಸಹಾಯಕ ನಿರ್ದೇಶಕರು ತಿಳಿಸಿದ್ದಾರೆ. [1141,1658,1502,1882]
page-number: 5 [1469,40,1490,76]
buddha-col-4 [857,2017,1126,2332]
buddha-body-left: ಪಾಂಡವ ನ್ಯೂಸ್, ಬಳ್ಳಾರಿ: ಜಿಲ್ಲಾಡಳಿತ, ಜಿಲ್ಲಾ ಪಂಚಾಯತ್, ಕನ್ನಡ ಮತ್ತು ಸಂಸ್ಕೃತಿ ಇಲಾಖೆ ಹಾಗೂ ಜಿಲ್ಲಾ ಮಟ್ಟದ ವಿವಿಧ ಸಮಾಜಗಳ ಸಹಯೋಗದೊಂದಿಗೆ ಮೇ 12 ರಂದು ಭಗವಾನ್ ಬುದ್ಧ ಜಯಂತಿ ಕಾರ್ಯಕ್ರಮವನ್ನು ಅರ್ಥಪೂರ್ಣವಾಗಿ ಆಚರಿಸಲಾಗುವುದು ಎಂದು ಸಹಾಯಕ ಆಯುಕ್ತ ಪಿ.ಪ್ರಮೋದ್ ಅವರು ಹೇಳಿದರು. ಸೋಮವಾರ, ನಗರದ ಜಿಲ್ಲಾಧಿಕಾರಿಗಳ ಕಚೇರಿ ಸಭಾಂಗಣದಲ್ಲಿ ಭಗವಾನ್ ಬುದ್ಧ ಜಯಂತಿ ಆಚರಣೆ ಕುರಿತು ಏರ್ಪಡಿಸಿದ್ದ ಪೂರ್ವಭಾವಿ ಸಭೆಯ ಅಧ್ಯಕ್ಷತೆ ವಹಿಸಿ ಅವರು ಮಾತನಾಡಿದರು. ಸರ್ಕಾರದ ಆದೇಶದಂತೆ ಈ ವರ್ಷವೂ ಕೂಡ ಭಗವಾನ್ ಬುದ್ಧನ ಜಯಂತಿ ಕಾರ್ಯಕ್ರಮವನ್ನು ಆಚರಿಸಲು ರಾಜ್ಯ ಸರ್ಕಾರದ ನಿರ್ದೇಶನದಂತೆ ಜಿಲ್ಲಾ ಕೇಂದ್ರದಲ್ಲಿ ಆಚರಿಸಲಾಗುವುದು. ಅಂದು ಬೆಳಿಗ್ಗೆ ನಗರದ ಡಾ.ಜೋಳದರಾಶಿ ದೊಡ್ಡನಗೌಡ ರಂಗಮಂದಿರದಲ್ಲಿ ಜಯಂತಿ ಕಾರ್ಯಕ್ರಮ ಆಯೋಜಿಸಲಾಗಿದೆ. ಮೇ 12ರಂದು ಸಂಜೆ 06.30 ಗಂಟೆಗೆ ನಗರದ ಡಾ.ಜೋಳದರಾಶಿ ದೊಡ್ಡನಗೌಡ [46,2019,303,2299]
kurugodu-headline: ಕುರುಗೋಡು ಪುರಸಭೆ: ಅರ್ಜಿ ಆಹ್ವಾನ [44,1174,368,1204]
tappugalu-body-box [400,881,1121,1402]
buddha-col-3 [587,2195,844,2332]
masthead-rule [38,84,1503,87]
basappa-body-box [160,1573,382,1933]
malaria-body-far: ಗದಗ, ಕರ್ನಾಟಕ ರಾಜ್ಯ ಶುಶ್ರೂಷಾ ಪರಿಷತ್ ನೋಂದಣಿ ಗದಗ ಜಿಲ್ಲಾ ಪ್ರಧಾನ ಕಾರ್ಯದರ್ಶಿ ಹಾಗೂ ಜಿಲ್ಲಾ ಕಾರ್ಯಕ್ರಮ ಅಧಿಕಾರಿಗಳು, ತಾಲ್ಲೂಕು ಆರೋಗ್ಯ ಅಧಿಕಾರಿಗಳು ಗದಗ ಪ್ರಾಥಮಿಕ ಆರೋಗ್ಯ ಕೇಂದ್ರದ ವೈದ್ಯಾಧಿಕಾರಿಗಳು ಹಾಗೂ ಸಿಬ್ಬಂದಿ ವರ್ಗದವರು ಮತ್ತು ಆರೋಗ್ಯ ಇಲಾಖೆಯ ಸಿಬ್ಬಂದಿಗಳು ಕಾರ್ಯಕ್ರಮದಲ್ಲಿ ಭಾಗವಹಿಸಿದ್ದರು. ಜಾಥಾವು ಬಾಲಾಜಿ ಮಂದಿರದಿಂದ ಪ್ರಾರಂಭವಾಗಿ ನಗರದ ಪ್ರಮುಖ ಬೀದಿಗಳಲ್ಲಿ ಸಂಚರಿಸಿ ಜನಜಾಗೃತಿ ಮೂಡಿಸಿತು. [1250,179,1502,347]
panel-body: ಪಾಂಡವ ನ್ಯೂಸ್, ಚಿತ್ರದುರ್ಗ: ಚಿತ್ರದುರ್ಗ ಜಿಲ್ಲಾ ಕಾನೂನು ಸೇವಾ ಪ್ರಾಧಿಕಾರದಲ್ಲಿ ಕರ್ತವ್ಯ ನಿರ್ವಹಿಸಲು ಪ್ಯಾನಲ್ ವಕೀಲರ ಆಯ್ಕೆಗಾಗಿ ಅರ್ಜಿ ಆಹ್ವಾನಿಸಲಾಗಿದೆ. ಮೇ 07 ಅರ್ಜಿ ಸಲ್ಲಿಸಲು ಕೊನೆಯ ದಿನ. ಆಸಕ್ತರು ತಮ್ಮ ವ್ಯಯಕ್ತಿಕ ವಿವರಗಳೊಂದಿಗೆ ಸ್ವ ಹಸ್ತಾಕ್ಷರದಿಂದ ಅರ್ಜಿಯನ್ನು ಸಲ್ಲಿಸಬೇಕು. ನಿರ್ದೇಶನದಂತೆ 03 ವರ್ಷಕ್ಕಿಂತ ಮೇಲ್ಪಟ್ಟು ವಕೀಲ ವೃತ್ತಿಯಲ್ಲಿ ಅನುಭವ ಇರುವ ವಕೀಲರನ್ನು ಚಿತ್ರದುರ್ಗ ಜಿಲ್ಲಾ ಕಾನೂನು ಸೇವಾ ಪ್ರಾಧಿಕಾರ ಹಾಗೂ ತಾಲ್ಲೂಕು ಕಾನೂನು ಸೇವಾ ಸಮಿತಿಗಳಿಗೆ ಆಯ್ಕೆ ಮಾಡಲಾಗುವುದು. AND COMPETENT LEGAL SERVICES) REGULATIONS, 2010 (As amended vide notification F.No. L/61/10/NALSA dated 28.08.2019 published in the Gazette of India on 06.09.2019) ರ ರೆಗ್ಯುಲೇಷನ್ 8(2) ಮತ್ತು 10 (4) ರ ಓಟ್ಟುಗೆಯಂತೆ ಆಯ್ಕೆ ಮಾಡಲಾಗುವುದು. ಅರ್ಜಿಯನ್ನು ಅಧ್ಯಕ್ಷರು, ಜಿಲ್ಲಾ ಕಾನೂನು ಸೇವಾ ಪ್ರಾಧಿಕಾರ, ನ್ಯಾಯಾಲಯ ಸಂಕೀರ್ಣ, ಚಿತ್ರದುರ್ಗ ಇವರಿಗೆ ದಿನಾಂಕ 07/05/2025 ರಂದು ಸಂಜೆ 5.00 ಗಂಟೆಯೊಳಗಾಗಿ ಸಲ್ಲಿಸಬೇಕು ಎಂದು ಜಿಲ್ಲಾ ಕಾನೂನು ಸೇವಾ ಪ್ರಾಧಿಕಾರದ ಸದಸ್ಯ ಕಾರ್ಯದರ್ಶಿಗಳು ಪ್ರಕಟಣೆಯಲ್ಲಿ ತಿಳಿಸಿದ್ದಾರೆ. ಕರ್ನಾಟಕ ರಾಜ್ಯ ಕಾನೂನು ಸೇವೆಗಳ ಪ್ರಾಧಿಕಾರದ ನಿರ್ದೇಶನದಂತೆ THE NATIONAL LEGAL SERVICES AUTHORITY (FREE [400,1497,1121,1665]
